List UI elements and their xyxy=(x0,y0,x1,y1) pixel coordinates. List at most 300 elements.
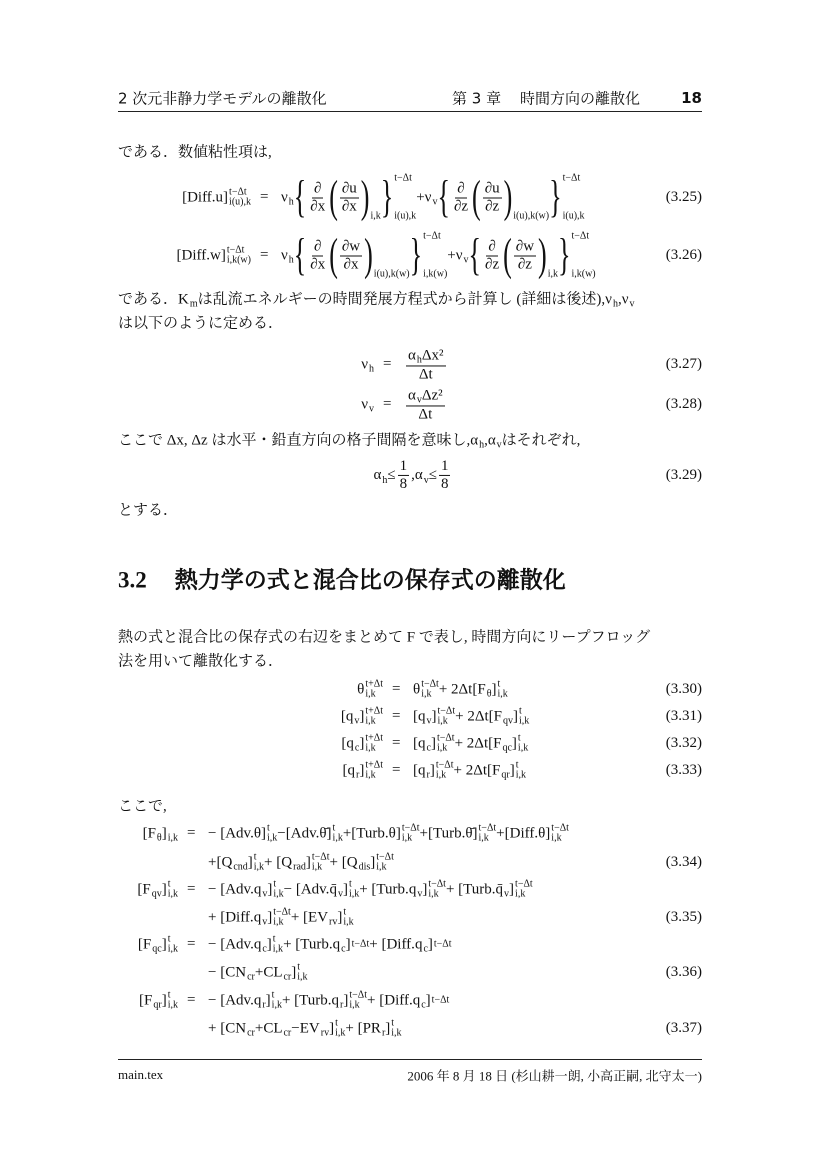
equation-3-28 xyxy=(0,386,826,423)
math-text: である． xyxy=(118,291,179,308)
math-symbol: ] xyxy=(337,909,343,925)
equation-3-32 xyxy=(0,732,826,754)
equation-3-37-line2 xyxy=(0,1017,826,1039)
math-text: 法を用いて離散化する． xyxy=(118,653,284,670)
math-symbol: ] xyxy=(345,936,351,952)
scripts xyxy=(548,232,558,280)
math-text: [ xyxy=(413,708,418,724)
superscript: t−Δt xyxy=(229,186,247,198)
delimiter: ) xyxy=(364,229,373,280)
math-text: [ xyxy=(137,936,143,952)
superscript: t−Δt xyxy=(421,678,439,690)
math-text: ∂u xyxy=(484,180,500,196)
math-symbol: CN xyxy=(225,1020,247,1036)
superscript: t−Δt xyxy=(551,822,569,834)
denominator xyxy=(439,476,451,493)
delimiter: ( xyxy=(472,171,481,222)
math-text: , xyxy=(617,291,622,308)
math-symbol: F xyxy=(492,762,501,778)
subscript: h xyxy=(416,354,422,366)
scripts xyxy=(376,853,394,873)
subscript: h xyxy=(288,254,294,266)
math-text: Δt xyxy=(418,366,433,383)
denominator xyxy=(308,256,327,273)
numerator xyxy=(455,180,466,198)
math-symbol: ] xyxy=(430,735,436,751)
subscript: rv xyxy=(329,916,338,928)
section-number: 3.2 xyxy=(118,567,147,593)
scripts xyxy=(519,707,529,727)
equation-number: (3.31) xyxy=(665,708,702,724)
scripts xyxy=(335,1019,345,1039)
equation-rhs xyxy=(404,345,448,383)
math-symbol: ν xyxy=(361,356,368,372)
math-symbol: ] xyxy=(509,881,515,897)
scripts xyxy=(515,880,533,900)
math-text: , xyxy=(484,432,488,449)
scripts xyxy=(365,680,383,700)
math-symbol: ] xyxy=(291,964,297,980)
superscript: t xyxy=(335,1017,338,1029)
numerator xyxy=(312,180,323,198)
math-symbol: ν xyxy=(621,291,629,308)
delimiter: ( xyxy=(503,229,512,280)
math-text: − xyxy=(277,825,286,841)
math-symbol: ] xyxy=(342,881,348,897)
scripts xyxy=(247,1019,255,1039)
denominator xyxy=(342,256,361,273)
math-symbol: ] xyxy=(161,936,167,952)
subscript: i,k xyxy=(517,742,529,754)
subscript: r xyxy=(262,999,266,1011)
math-symbol: [Diff.θ] xyxy=(504,825,551,841)
subscript: c xyxy=(341,943,346,955)
math-symbol: F xyxy=(144,992,153,1008)
subscript: v xyxy=(496,439,502,451)
fraction xyxy=(439,458,451,493)
equation-number: (3.33) xyxy=(665,762,702,778)
math-text: ∂z xyxy=(485,256,500,273)
superscript: t−Δt xyxy=(571,230,590,242)
math-text: はそれぞれ, xyxy=(501,432,581,449)
scripts xyxy=(369,395,374,415)
math-text: である．数値粘性項は, xyxy=(118,144,272,161)
denominator xyxy=(452,198,470,215)
equation-3-34-line2 xyxy=(0,851,826,873)
math-symbol: α xyxy=(470,432,479,449)
delimiter: ) xyxy=(538,229,547,280)
paragraph-line xyxy=(118,651,283,672)
math-symbol: ] xyxy=(431,708,437,724)
equation-rhs xyxy=(208,908,354,928)
subscript: r xyxy=(381,1027,386,1039)
superscript: t xyxy=(273,878,277,890)
equation-lhs xyxy=(361,395,374,415)
scripts xyxy=(190,289,198,309)
scripts xyxy=(153,991,161,1011)
math-symbol: CL xyxy=(263,1020,283,1036)
math-text: + [Turb. xyxy=(281,992,332,1008)
numerator xyxy=(406,385,445,406)
chapter-title: 時間方向の離散化 xyxy=(520,89,641,108)
delimiter: } xyxy=(549,171,562,222)
math-text: ∂z xyxy=(485,198,500,215)
math-text: − [Adv. xyxy=(208,881,254,897)
subscript: c xyxy=(262,943,267,955)
equation-lhs xyxy=(361,355,374,375)
math-symbol: θ xyxy=(413,681,421,697)
math-text: − [ xyxy=(208,964,226,980)
delimiter: } xyxy=(557,229,571,280)
math-symbol: ] xyxy=(161,992,167,1008)
math-symbol: [Turb.θ] xyxy=(351,825,401,841)
denominator xyxy=(308,198,327,215)
math-text: ∂z xyxy=(517,256,532,273)
math-text: ∂w xyxy=(341,238,361,254)
footer-date-authors: 2006 年 8 月 18 日 (杉山耕一朗, 小高正嗣, 北守太一) xyxy=(407,1068,702,1084)
math-text: とする． xyxy=(118,502,179,519)
equation-3-36-line2 xyxy=(0,961,826,983)
math-symbol: Q xyxy=(281,854,293,870)
scripts xyxy=(479,824,497,844)
equation-rhs xyxy=(404,385,447,423)
fraction xyxy=(406,345,446,383)
math-text: − [Adv. xyxy=(208,936,254,952)
superscript: t−Δt xyxy=(376,851,394,863)
math-symbol: ] xyxy=(425,992,431,1008)
subscript: i,k xyxy=(519,715,530,727)
fraction xyxy=(483,238,501,273)
subscript: v xyxy=(423,474,429,486)
equation-rhs xyxy=(208,880,533,900)
fraction xyxy=(406,385,445,423)
math-text: ∂x xyxy=(310,198,326,215)
scripts xyxy=(438,707,456,727)
numerator xyxy=(340,180,359,198)
math-text: + xyxy=(342,825,352,841)
superscript: t−Δt xyxy=(423,230,441,242)
superscript: t xyxy=(267,822,270,834)
equation-lhs xyxy=(343,761,383,781)
subscript: v xyxy=(416,394,422,406)
equation-number: (3.36) xyxy=(665,964,702,980)
scripts xyxy=(369,355,374,375)
subscript: i,k xyxy=(271,999,282,1011)
math-symbol: q̄ xyxy=(495,881,504,897)
equation-rhs xyxy=(208,1019,402,1039)
scripts xyxy=(273,880,283,900)
subscript: h xyxy=(288,196,294,208)
math-text: + xyxy=(447,247,456,263)
equation-rhs xyxy=(281,229,596,280)
math-text: + [Turb. xyxy=(359,881,409,897)
scripts xyxy=(312,853,330,873)
fraction xyxy=(308,180,327,215)
scripts xyxy=(293,853,306,873)
subscript: i,k xyxy=(335,1027,346,1039)
superscript: t xyxy=(343,906,347,918)
math-symbol: ] xyxy=(422,881,428,897)
superscript: t xyxy=(497,678,501,690)
scripts xyxy=(349,991,367,1011)
scripts xyxy=(273,908,291,928)
equation-number: (3.34) xyxy=(665,854,702,870)
subscript: dis xyxy=(358,861,371,873)
math-text: + xyxy=(254,1020,264,1036)
math-symbol: ] xyxy=(267,909,273,925)
subscript: h xyxy=(382,474,388,486)
scripts xyxy=(518,734,528,754)
subscript: c xyxy=(421,999,426,1011)
equation-rhs xyxy=(413,680,508,700)
math-text: 8 xyxy=(399,476,408,493)
math-symbol: q xyxy=(412,992,421,1008)
superscript: t xyxy=(517,732,521,744)
subscript: i,k xyxy=(365,742,376,754)
page-number: 18 xyxy=(681,89,702,107)
superscript: t xyxy=(167,878,171,890)
scripts xyxy=(229,188,251,208)
subscript: i,k xyxy=(365,769,376,781)
math-text: + [Diff. xyxy=(208,909,254,925)
superscript: t xyxy=(332,822,336,834)
denominator xyxy=(340,198,359,215)
subscript: i,k xyxy=(551,832,562,844)
subscript: m xyxy=(189,298,198,310)
numerator xyxy=(486,238,497,256)
math-text: は乱流エネルギーの時間発展方程式から計算し (詳細は後述), xyxy=(197,291,606,308)
paragraph-line xyxy=(118,500,178,521)
math-symbol: q xyxy=(253,936,262,952)
subscript: i,k xyxy=(167,999,178,1011)
denominator xyxy=(516,256,534,273)
equals-sign: = xyxy=(187,992,196,1008)
math-text: + 2Δt[ xyxy=(454,735,494,751)
subscript: i,k xyxy=(547,268,558,280)
superscript: t xyxy=(253,851,257,863)
math-symbol: ] xyxy=(359,708,365,724)
math-symbol: ] xyxy=(161,825,167,841)
subscript: i,k(w) xyxy=(226,254,251,266)
subscript: qc xyxy=(502,742,512,754)
equation-number: (3.27) xyxy=(665,356,702,372)
superscript: t+Δt xyxy=(365,678,383,690)
equation-lhs xyxy=(138,935,178,955)
superscript xyxy=(374,232,410,242)
scripts xyxy=(233,853,247,873)
math-symbol: q xyxy=(414,936,423,952)
superscript: t−Δt xyxy=(273,906,291,918)
equals-sign: = xyxy=(187,825,196,841)
footer-rule xyxy=(118,1059,702,1060)
scripts xyxy=(321,1019,329,1039)
math-symbol: ] xyxy=(265,992,271,1008)
scripts xyxy=(391,1019,401,1039)
equation-rhs xyxy=(0,458,826,493)
math-symbol: PR xyxy=(362,1020,381,1036)
scripts xyxy=(503,707,513,727)
superscript: t−Δt xyxy=(226,244,245,256)
math-symbol: ] xyxy=(247,854,253,870)
numerator xyxy=(406,345,446,366)
math-symbol: EV xyxy=(308,909,329,925)
paragraph-line xyxy=(118,627,650,648)
math-symbol: K xyxy=(178,291,189,308)
superscript: t−Δt xyxy=(436,732,455,744)
numerator xyxy=(398,458,410,476)
subscript: cr xyxy=(283,1027,292,1039)
equation-3-34-line1 xyxy=(0,822,826,844)
scripts xyxy=(152,880,162,900)
math-symbol: q xyxy=(346,735,354,751)
numerator xyxy=(483,180,502,198)
math-text: − [Adv. xyxy=(283,881,330,897)
equals-sign: = xyxy=(260,247,269,263)
superscript: t xyxy=(348,878,352,890)
subscript: i,k xyxy=(349,999,360,1011)
math-text: + [Turb. xyxy=(445,881,496,897)
subscript: i,k xyxy=(515,888,526,900)
subscript: v xyxy=(629,298,635,310)
math-text: [ xyxy=(413,762,418,778)
math-symbol: ν xyxy=(281,247,288,263)
math-symbol: q xyxy=(331,992,340,1008)
equation-number: (3.30) xyxy=(665,681,702,697)
math-text: ∂ xyxy=(488,238,496,254)
math-text: [ xyxy=(340,708,346,724)
equation-3-37-line1 xyxy=(0,989,826,1011)
math-text: + [ xyxy=(208,1020,226,1036)
subscript: i,k xyxy=(167,943,178,955)
chapter-label: 第 3 章 xyxy=(452,89,502,108)
scripts xyxy=(168,824,178,844)
math-text: Δz² xyxy=(421,386,443,403)
equals-sign: = xyxy=(392,681,401,697)
equation-lhs xyxy=(139,991,178,1011)
subscript: i,k xyxy=(332,832,343,844)
equals-sign: = xyxy=(187,881,196,897)
subscript: v xyxy=(354,715,360,727)
math-text: [ xyxy=(142,825,148,841)
math-text: 1 xyxy=(440,458,449,474)
subscript: i(u),k xyxy=(394,210,417,222)
math-text: ≤ xyxy=(387,467,396,483)
equation-rhs xyxy=(413,761,526,781)
superscript: t−Δt xyxy=(515,878,533,890)
math-text: + 2Δt[ xyxy=(453,762,493,778)
delimiter: { xyxy=(437,171,450,222)
subscript: r xyxy=(426,769,430,781)
superscript: t xyxy=(519,705,522,717)
subscript: r xyxy=(356,769,360,781)
scripts xyxy=(329,908,337,928)
subscript: cr xyxy=(247,971,255,983)
math-symbol: q xyxy=(418,735,426,751)
subscript: qc xyxy=(152,943,162,955)
subscript: v xyxy=(426,715,432,727)
math-text: ∂x xyxy=(341,198,357,215)
math-symbol: α xyxy=(414,467,423,483)
numerator xyxy=(340,238,362,256)
math-symbol: θ xyxy=(357,681,365,697)
scripts xyxy=(283,1019,291,1039)
scripts xyxy=(272,991,282,1011)
scripts xyxy=(516,761,526,781)
equation-rhs xyxy=(208,963,308,983)
math-symbol: [Diff.u] xyxy=(182,189,229,205)
scripts xyxy=(359,853,371,873)
fraction xyxy=(340,238,362,273)
section-title: 熱力学の式と混合比の保存式の離散化 xyxy=(174,567,566,594)
equation-number: (3.25) xyxy=(665,189,702,205)
math-symbol: ] xyxy=(305,854,311,870)
paragraph-line xyxy=(118,289,634,310)
superscript: t xyxy=(297,961,301,973)
numerator xyxy=(439,458,451,476)
subscript: v xyxy=(432,196,438,208)
equation-lhs xyxy=(177,246,251,266)
subscript: v xyxy=(504,888,510,900)
equation-3-29 xyxy=(0,458,826,493)
superscript: t−Δt xyxy=(478,822,497,834)
superscript: t−Δt xyxy=(351,938,370,950)
subscript: i(u),k(w) xyxy=(513,210,550,222)
math-text: + [ xyxy=(345,1020,363,1036)
equation-number: (3.28) xyxy=(665,396,702,412)
running-title: 2 次元非静力学モデルの離散化 xyxy=(118,89,327,108)
math-text: 1 xyxy=(399,458,408,474)
math-symbol: ] xyxy=(429,762,435,778)
math-symbol: ] xyxy=(267,881,273,897)
equation-3-35-line2 xyxy=(0,906,826,928)
equation-number: (3.29) xyxy=(665,467,702,483)
math-symbol: ] xyxy=(370,854,376,870)
math-text: + 2Δt[ xyxy=(438,681,478,697)
math-symbol: F xyxy=(493,708,503,724)
superscript: t+Δt xyxy=(365,759,383,771)
math-text: [ xyxy=(342,762,348,778)
superscript: t xyxy=(167,989,171,1001)
math-symbol: ν xyxy=(281,189,288,205)
subscript: h xyxy=(612,298,618,310)
math-text: + [ xyxy=(290,909,309,925)
delimiter: ( xyxy=(329,171,338,222)
scripts xyxy=(168,880,178,900)
scripts xyxy=(227,246,251,266)
math-text: ∂w xyxy=(515,238,535,254)
superscript: t−Δt xyxy=(433,938,452,950)
scripts xyxy=(349,880,359,900)
subscript: θ xyxy=(156,832,162,844)
superscript: t−Δt xyxy=(349,989,368,1001)
subscript: qr xyxy=(153,999,162,1011)
subscript: i,k xyxy=(272,943,284,955)
equation-number: (3.32) xyxy=(665,735,702,751)
equation-lhs xyxy=(182,188,251,208)
equals-sign: = xyxy=(383,356,392,372)
equation-rhs xyxy=(208,991,449,1011)
delimiter: { xyxy=(293,229,307,280)
math-text: + [ xyxy=(329,854,347,870)
subscript: i,k xyxy=(273,916,284,928)
math-symbol: ν xyxy=(455,247,463,263)
math-text: + xyxy=(496,825,505,841)
equation-lhs xyxy=(341,707,383,727)
equation-rhs xyxy=(413,734,528,754)
subscript: i,k xyxy=(253,861,265,873)
delimiter: } xyxy=(409,229,423,280)
math-symbol: α xyxy=(408,386,416,403)
